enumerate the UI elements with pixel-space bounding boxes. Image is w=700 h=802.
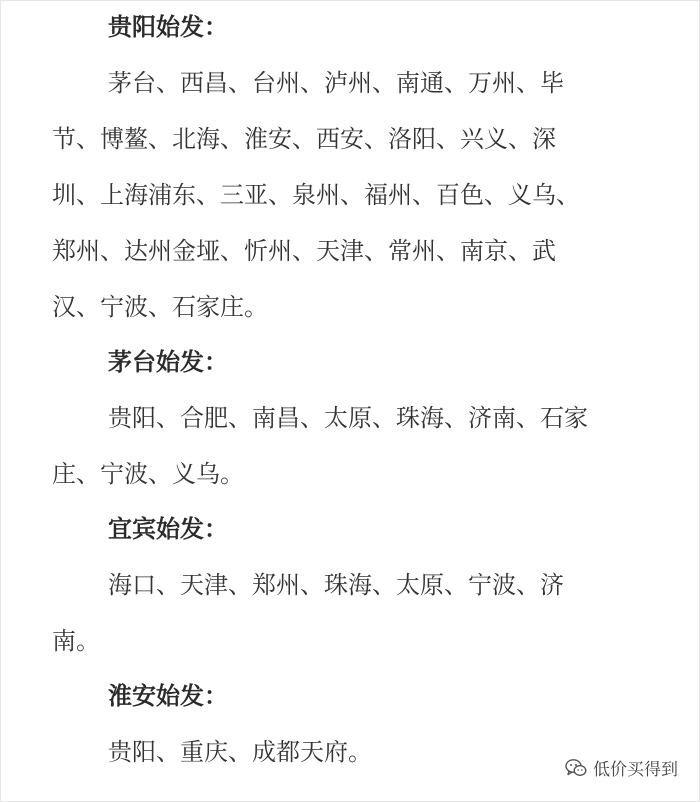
route-line: 茅台、西昌、台州、泸州、南通、万州、毕 (108, 69, 564, 97)
route-line: 贵阳、重庆、成都天府。 (108, 738, 372, 766)
route-line: 海口、天津、郑州、珠海、太原、宁波、济 (108, 571, 564, 599)
section-huaian (52, 669, 652, 780)
wechat-watermark (565, 755, 678, 780)
route-line: 汉、宁波、石家庄。 (52, 293, 268, 321)
section-maotai (52, 335, 652, 502)
section-heading: 茅台始发： (108, 348, 228, 376)
route-line: 节、博鳌、北海、淮安、西安、洛阳、兴义、深 (52, 125, 556, 153)
flight-routes-article (52, 0, 652, 780)
section-heading: 宜宾始发： (108, 515, 228, 543)
watermark-text: 低价买得到 (593, 760, 678, 780)
route-line: 南。 (52, 627, 100, 655)
section-heading: 贵阳始发： (108, 13, 228, 41)
route-line: 贵阳、合肥、南昌、太原、珠海、济南、石家 (108, 404, 588, 432)
section-heading: 淮安始发： (108, 682, 228, 710)
section-guiyang (52, 0, 652, 335)
section-yibin (52, 502, 652, 669)
route-line: 郑州、达州金垭、忻州、天津、常州、南京、武 (52, 237, 556, 265)
wechat-icon (565, 758, 587, 778)
route-line: 圳、上海浦东、三亚、泉州、福州、百色、义乌、 (52, 181, 580, 209)
route-line: 庄、宁波、义乌。 (52, 460, 244, 488)
